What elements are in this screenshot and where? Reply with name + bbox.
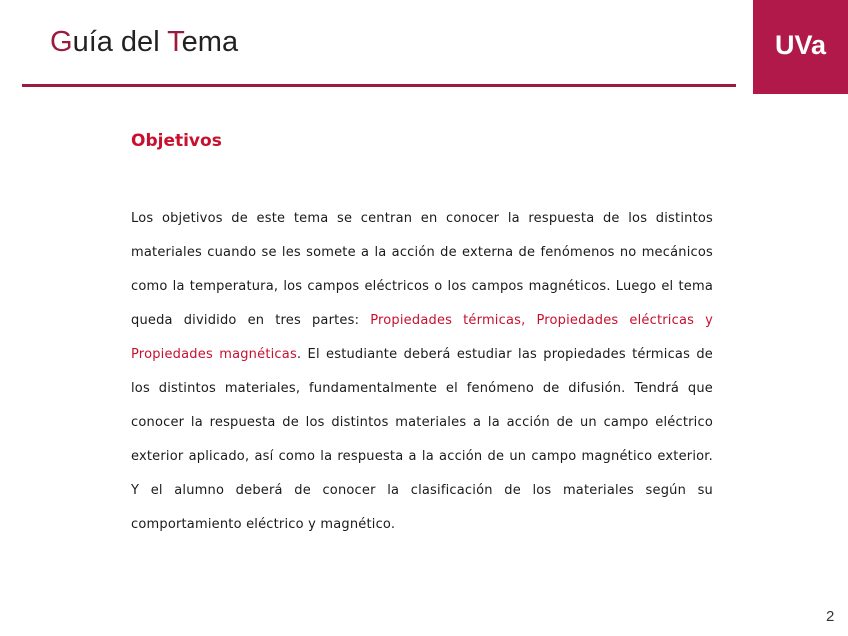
title-initial-g: G (50, 26, 73, 58)
title-text-2: ema (181, 26, 239, 58)
paragraph-text-start: Los objetivos de este tema se centran en conocer la respuesta de los distintos materiales cuando se les somete a la acción de externa de fenómenos no mecánicos como la temperatura, los campos eléctricos o los campos magnéticos. Luego el tema queda dividido en tres partes: (131, 211, 713, 328)
title-initial-t: T (167, 26, 182, 58)
paragraph-text-end: . El estudiante deberá estudiar las propiedades térmicas de los distintos materiales, fundamentalmente el fenómeno de difusión. Tendrá que conocer la respuesta de los distintos materiales a la acción de un campo eléctrico exterior aplicado, así como la respuesta a la acción de un campo magnético exterior. Y el alumno deberá de conocer la clasificación de los materiales según su comportamiento eléctrico y magnético. (131, 347, 713, 532)
section-heading: Objetivos (131, 131, 222, 151)
header-divider (22, 84, 736, 87)
page-number: 2 (826, 608, 835, 625)
uva-logo (753, 0, 848, 94)
objectives-paragraph (131, 202, 713, 542)
paragraph-highlight: Propiedades térmicas, Propiedades eléctricas y Propiedades magnéticas (131, 313, 713, 362)
logo-text: UVa (774, 29, 827, 60)
page-title (50, 26, 238, 59)
title-text-1: uía del (72, 26, 168, 58)
